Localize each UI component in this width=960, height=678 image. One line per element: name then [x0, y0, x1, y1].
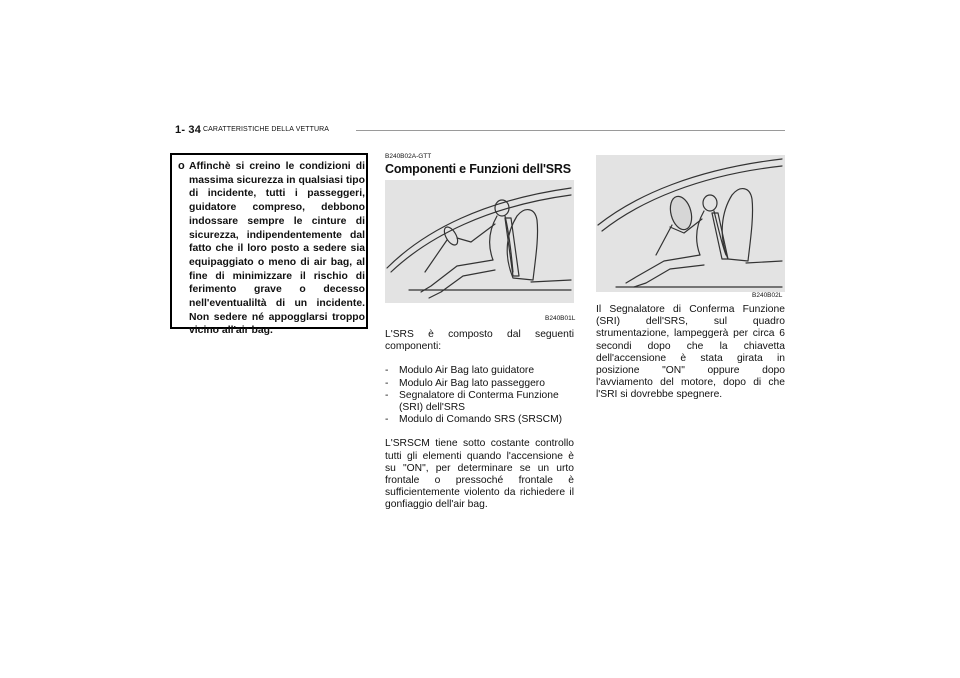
warning-bullet: o [178, 160, 185, 172]
list-item: - Modulo di Comando SRS (SRSCM) [385, 414, 563, 426]
list-item: - Modulo Air Bag lato passeggero [385, 377, 545, 389]
figure-airbag-deployed [596, 155, 785, 292]
page-header [175, 124, 785, 138]
sri-paragraph: Il Segnalatore di Conferma Funzione (SRI) dell'SRS, sul quadro strumentazione, lampeggerà per circa 6 secondi dopo che la chiavetta dell'accensione è stata girata in posizione "ON" oppure dopo l'avviamento del motore, dopo di che l'SRI si dovrebbe spegnere. [596, 304, 785, 401]
section-heading: CARATTERISTICHE DELLA VETTURA [203, 126, 330, 133]
figure2-label: B240B02L [752, 292, 783, 299]
warning-box [170, 153, 368, 337]
section-code: B240B02A-GTT [385, 153, 432, 160]
header-rule [356, 130, 785, 131]
warning-text: Affinchè si creino le condizioni di massima sicurezza in qualsiasi tipo di incidente, tutti i passeggeri, guidatore compreso, debbono indossare sempre le cinture di sicurezza, indipendentemente dal fatto che il loro posto a sedere sia equipaggiato o meno di air bag, al fine di minimizzare il rischio di ferimento grave o decesso nell'eventualiltà di un incidente. Non sedere né appogglarsi troppo vicino all'air bag. [189, 161, 365, 337]
srscm-paragraph: L'SRSCM tiene sotto costante controllo tutti gli elementi quando l'accensione è su "ON", per determinare se un urto frontale o pressoché frontale è sufficientemente violento da richiedere il gonfiaggio dell'air bag. [385, 438, 574, 511]
srs-component-list [385, 365, 574, 426]
text-column-3 [596, 304, 785, 402]
driver-airbag-deployed-illustration-icon [596, 155, 785, 292]
text-column-2 [385, 329, 574, 512]
list-item: - Modulo Air Bag lato guidatore [385, 365, 535, 377]
driver-seat-illustration-icon [385, 180, 574, 303]
srs-intro: L'SRS è composto dal seguenti componenti: [385, 329, 574, 353]
figure1-label: B240B01L [545, 315, 576, 322]
list-item: - Segnalatore di Conterma Funzione (SRI) dell'SRS [385, 389, 559, 414]
figure-driver-seat [385, 180, 574, 303]
page-number: 1- 34 [175, 124, 202, 136]
section-title: Componenti e Funzioni dell'SRS [385, 162, 571, 176]
